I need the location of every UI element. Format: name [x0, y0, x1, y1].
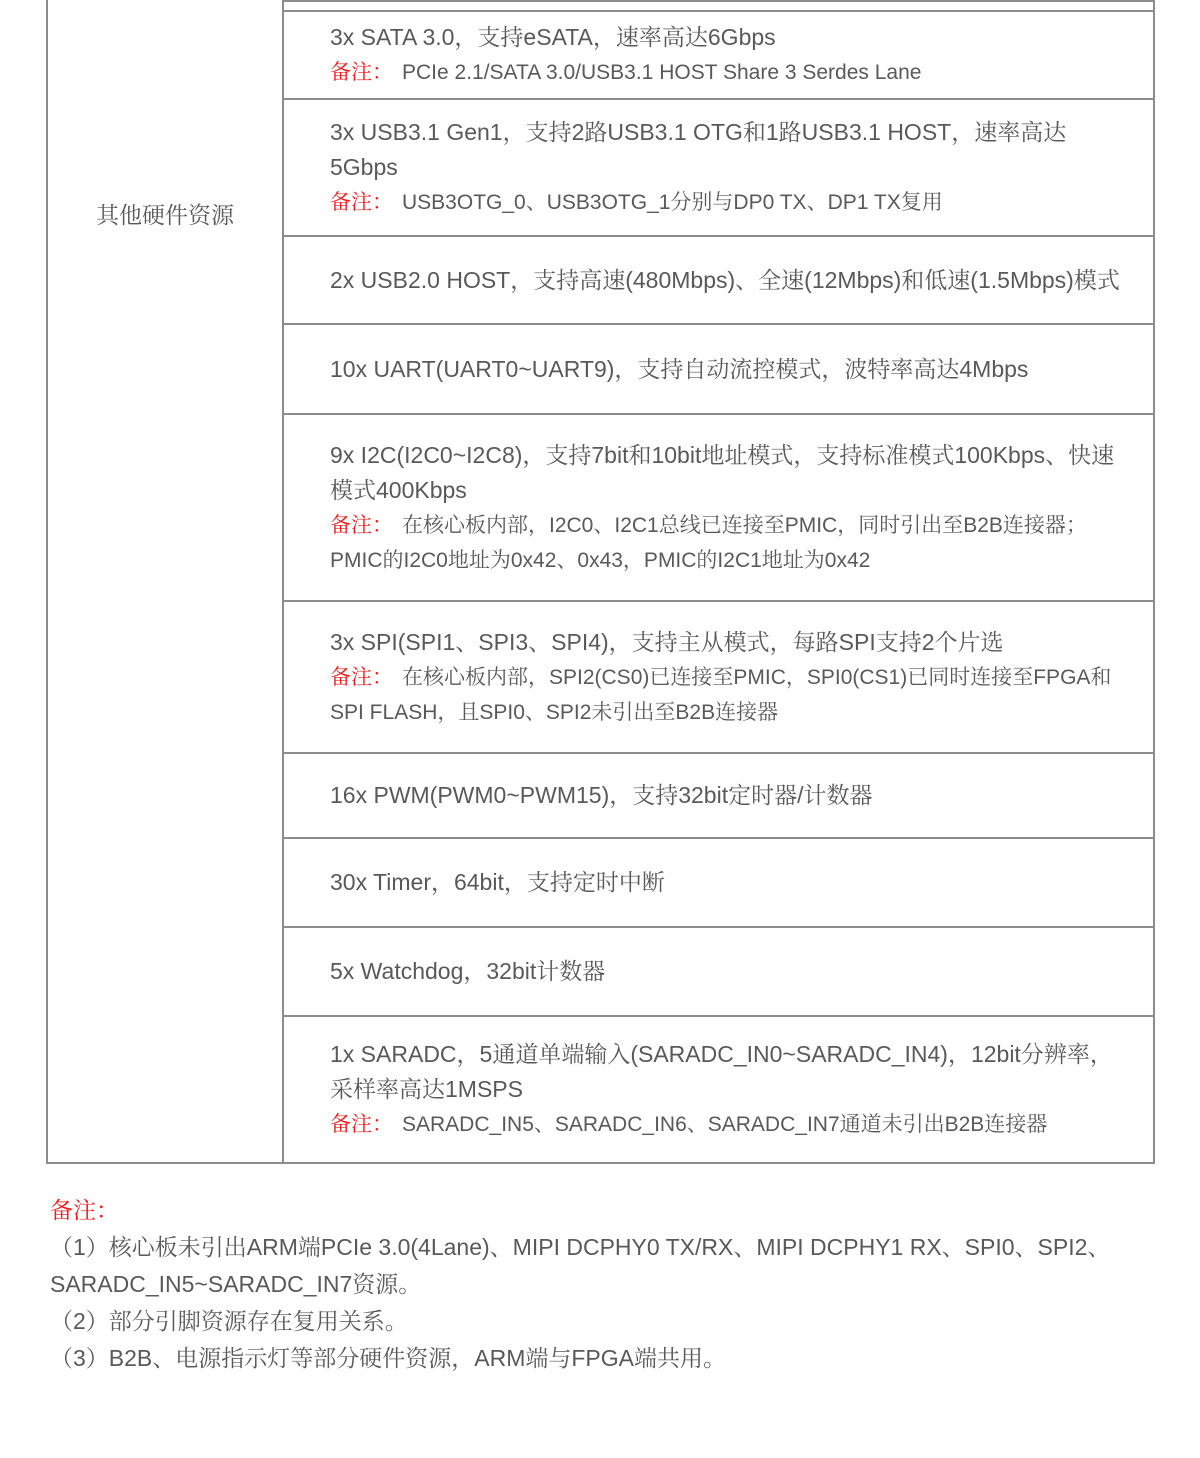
spec-note: [330, 55, 1131, 90]
spec-main-text: 10x UART(UART0~UART9)，支持自动流控模式，波特率高达4Mbps: [330, 355, 1029, 382]
table-row: [284, 415, 1153, 602]
spec-main-text: 2x USB2.0 HOST，支持高速(480Mbps)、全速(12Mbps)和低速(1.5Mbps)模式: [330, 266, 1120, 293]
spec-note: [330, 1107, 1131, 1142]
note-label: 备注：: [330, 61, 393, 84]
row-group-label: 其他硬件资源: [96, 202, 234, 228]
spec-note: [330, 660, 1131, 730]
note-text: USB3OTG_0、USB3OTG_1分别与DP0 TX、DP1 TX复用: [402, 191, 943, 214]
table-row: [284, 602, 1153, 754]
spec-main-text: 1x SARADC，5通道单端输入(SARADC_IN0~SARADC_IN4)，12bit分辨率，采样率高达1MSPS: [330, 1041, 1113, 1102]
table-row: [284, 754, 1153, 839]
footnotes-heading: 备注：: [50, 1197, 119, 1223]
footnote-item: （1）核心板未引出ARM端PCIe 3.0(4Lane)、MIPI DCPHY0 TX/RX、MIPI DCPHY1 RX、SPI0、SPI2、SARADC_IN5~SARADC_IN7资源。: [50, 1234, 1111, 1297]
table-row: [284, 12, 1153, 100]
hardware-spec-table: [46, 0, 1155, 1164]
spec-main-text: 9x I2C(I2C0~I2C8)，支持7bit和10bit地址模式，支持标准模式100Kbps、快速模式400Kbps: [330, 441, 1115, 503]
footnote-item: （3）B2B、电源指示灯等部分硬件资源，ARM端与FPGA端共用。: [50, 1345, 726, 1371]
footnotes-section: [50, 1192, 1162, 1377]
spec-main-text: 30x Timer，64bit，支持定时中断: [330, 869, 665, 895]
row-group-cell: [48, 0, 284, 1162]
partial-top-row: [284, 0, 1153, 12]
table-row: [284, 839, 1153, 928]
spec-note: [330, 508, 1131, 578]
table-row: [284, 1017, 1153, 1162]
note-label: 备注：: [330, 513, 393, 537]
spec-main-text: 3x SPI(SPI1、SPI3、SPI4)，支持主从模式，每路SPI支持2个片选: [330, 628, 1004, 655]
note-text: SARADC_IN5、SARADC_IN6、SARADC_IN7通道未引出B2B连接器: [402, 1113, 1048, 1136]
footnote-item: （2）部分引脚资源存在复用关系。: [50, 1308, 408, 1334]
spec-main-text: 3x SATA 3.0，支持eSATA，速率高达6Gbps: [330, 24, 776, 50]
table-row: [284, 100, 1153, 237]
spec-main-text: 5x Watchdog，32bit计数器: [330, 958, 606, 984]
note-label: 备注：: [330, 1113, 393, 1136]
spec-main-text: 16x PWM(PWM0~PWM15)，支持32bit定时器/计数器: [330, 782, 873, 808]
spec-rows: [284, 0, 1153, 1162]
spec-note: [330, 185, 1131, 220]
note-text: PCIe 2.1/SATA 3.0/USB3.1 HOST Share 3 Serdes Lane: [402, 61, 922, 84]
note-text: 在核心板内部，I2C0、I2C1总线已连接至PMIC，同时引出至B2B连接器；PMIC的I2C0地址为0x42、0x43，PMIC的I2C1地址为0x42: [330, 513, 1087, 572]
note-label: 备注：: [330, 665, 393, 689]
note-text: 在核心板内部，SPI2(CS0)已连接至PMIC，SPI0(CS1)已同时连接至FPGA和SPI FLASH，且SPI0、SPI2未引出至B2B连接器: [330, 665, 1112, 724]
spec-main-text: 3x USB3.1 Gen1，支持2路USB3.1 OTG和1路USB3.1 HOST，速率高达5Gbps: [330, 119, 1067, 180]
note-label: 备注：: [330, 191, 393, 214]
table-row: [284, 237, 1153, 325]
table-row: [284, 928, 1153, 1017]
footnotes-list: [50, 1229, 1162, 1377]
table-row: [284, 325, 1153, 415]
